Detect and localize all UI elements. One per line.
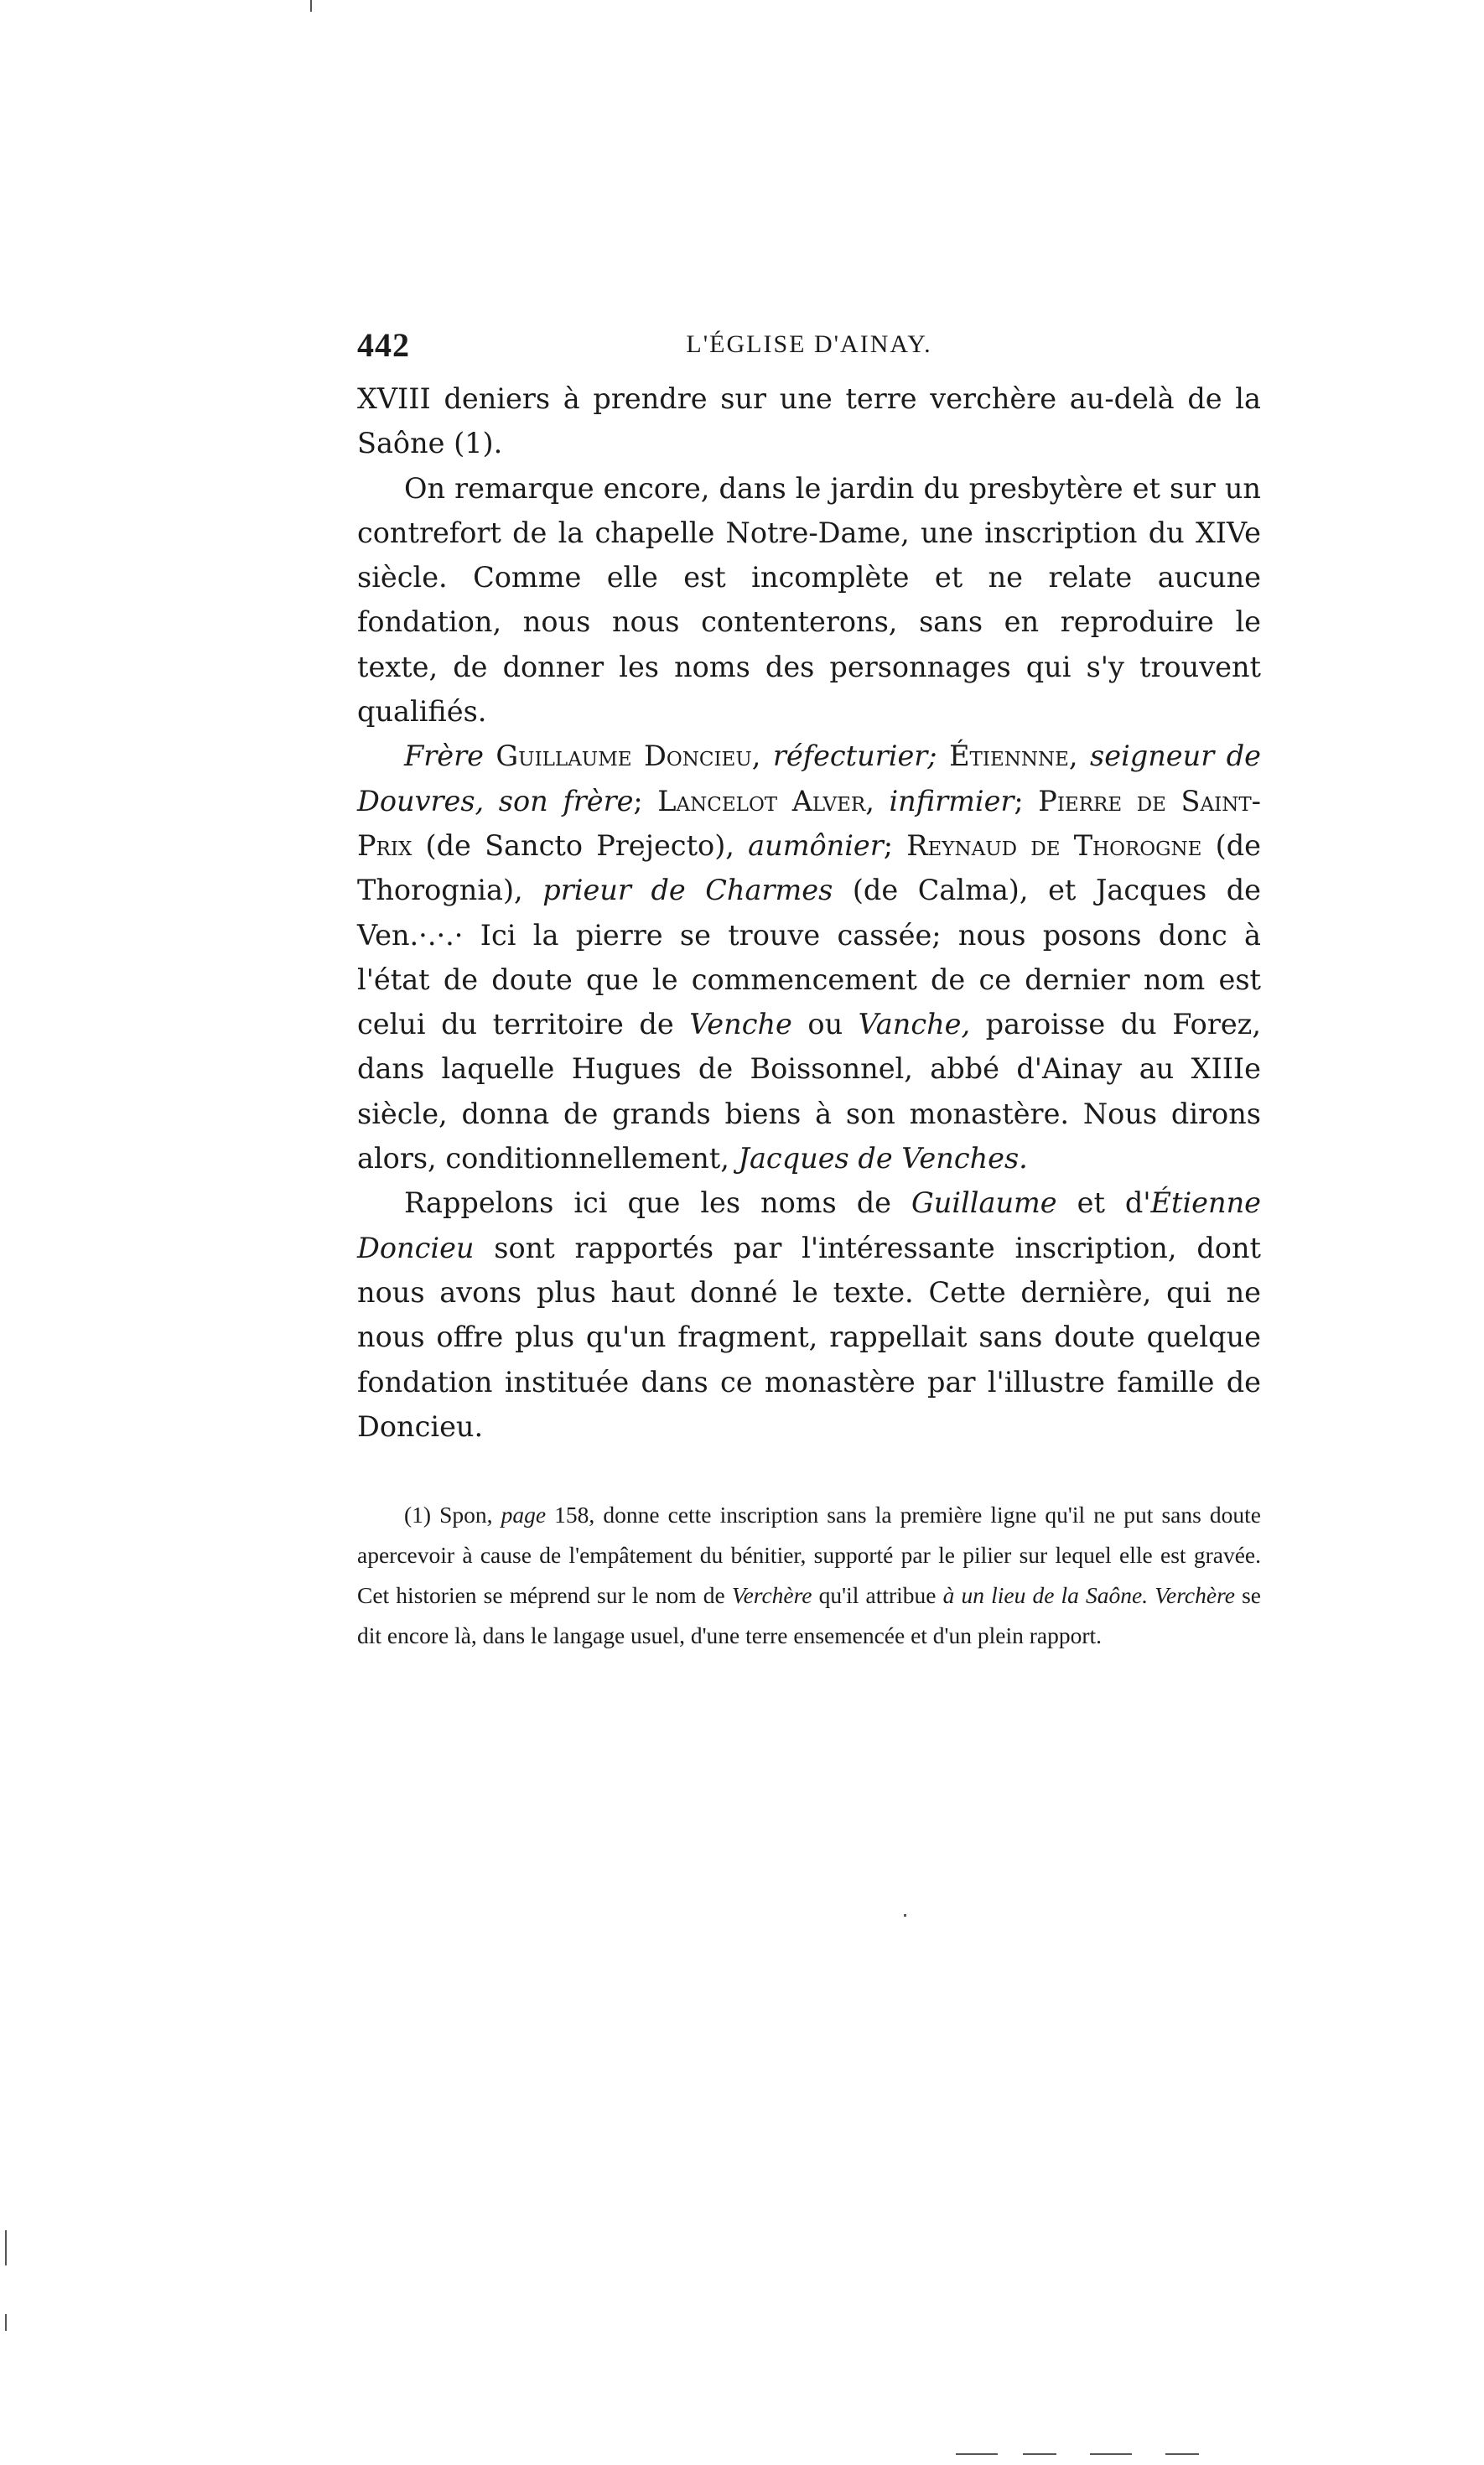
- person-name: Guillaume Doncieu: [496, 740, 752, 773]
- text-italic: Frère: [404, 740, 484, 773]
- role-italic: réfecturier;: [772, 740, 937, 773]
- person-name: Lancelot Alver: [657, 784, 866, 817]
- text: (de Sancto Prejecto),: [412, 828, 749, 862]
- footnote: [357, 1495, 1261, 1656]
- text: 158, donne cette inscription sans la première ligne qu'il ne put sans doute apercevoir à cause de l'empâtement du bénitier, supporté par le pilier sur lequel elle est gravée. Cet historien se méprend sur le nom de: [357, 1502, 1261, 1608]
- text-italic: à un lieu de la Saône.: [942, 1582, 1149, 1608]
- role-italic: prieur de Charmes: [542, 874, 833, 907]
- scan-mark: [310, 0, 312, 12]
- text: (de Thorognia),: [357, 828, 1261, 907]
- scan-mark: [1023, 2453, 1056, 2455]
- person-name: Reynaud de Thorogne: [906, 828, 1202, 862]
- text: et d': [1056, 1186, 1151, 1220]
- paragraph-3: [357, 734, 1261, 1181]
- page-header: [357, 325, 1261, 367]
- person-name: Étiennne: [949, 740, 1069, 773]
- paragraph-4: [357, 1181, 1261, 1449]
- paragraph-1: XVIII deniers à prendre sur une terre verchère au-delà de la Saône (1).: [357, 382, 1261, 460]
- page-number: 442: [357, 326, 410, 364]
- text-italic: page: [501, 1502, 547, 1528]
- text: [937, 740, 949, 772]
- place-italic: Vanche,: [858, 1008, 971, 1041]
- text: (1) Spon,: [404, 1502, 501, 1528]
- role-italic: infirmier: [889, 784, 1014, 817]
- scan-mark: [1165, 2453, 1199, 2455]
- text: ,: [865, 784, 890, 817]
- running-title: L'ÉGLISE D'AINAY.: [686, 330, 932, 358]
- text: ou: [791, 1008, 859, 1041]
- scan-mark: [5, 2314, 7, 2331]
- name-italic: Guillaume: [911, 1186, 1057, 1220]
- text: sont rapportés par l'intéressante inscription, dont nous avons plus haut donné le texte. Cette dernière, qui ne nous offre plus qu'un fragment, rappellait sans doute quelque fondation instituée dans ce monastère par l'illustre famille de Doncieu.: [357, 1231, 1261, 1443]
- scan-mark: [1090, 2453, 1132, 2455]
- text: ;: [633, 784, 658, 817]
- text: (de Calma), et Jacques de Ven.·.·.· Ici la pierre se trouve cassée; nous posons donc à l'état de doute que le commencement de ce dernier nom est celui du territoire de: [357, 874, 1261, 1041]
- name-italic: Étienne Doncieu: [357, 1186, 1261, 1264]
- text: qu'il attribue: [812, 1582, 943, 1608]
- text: ;: [1014, 784, 1039, 817]
- person-name: Pierre de Saint-Prix: [357, 784, 1261, 862]
- text: ;: [883, 828, 907, 862]
- scan-mark: [904, 1914, 906, 1917]
- text: paroisse du Forez, dans laquelle Hugues de Boissonnel, abbé d'Ainay au XIIIe siècle, donna de grands biens à son monastère. Nous dirons alors, conditionnellement,: [357, 1008, 1261, 1175]
- text: ,: [1068, 740, 1091, 773]
- text: ,: [751, 740, 773, 773]
- place-italic: Venche: [689, 1008, 792, 1041]
- scan-mark: [956, 2453, 998, 2455]
- text: se dit encore là, dans le langage usuel, d'une terre ensemencée et d'un plein rapport.: [357, 1582, 1261, 1648]
- text: Rappelons ici que les noms de: [404, 1186, 911, 1220]
- role-italic: seigneur de Douvres, son frère: [357, 740, 1261, 817]
- scan-mark: [5, 2230, 7, 2265]
- text-italic: Verchère: [731, 1582, 812, 1608]
- main-text: [357, 376, 1261, 1449]
- name-italic: Jacques de Venches.: [738, 1142, 1028, 1175]
- paragraph-2: On remarque encore, dans le jardin du presbytère et sur un contrefort de la chapelle Notre-Dame, une inscription du XIVe siècle. Comme elle est incomplète et ne relate aucune fondation, nous nous contenterons, sans en reproduire le texte, de donner les noms des personnages qui s'y trouvent qualifiés.: [357, 471, 1261, 729]
- role-italic: aumônier: [748, 828, 884, 862]
- text-italic: Verchère: [1155, 1582, 1235, 1608]
